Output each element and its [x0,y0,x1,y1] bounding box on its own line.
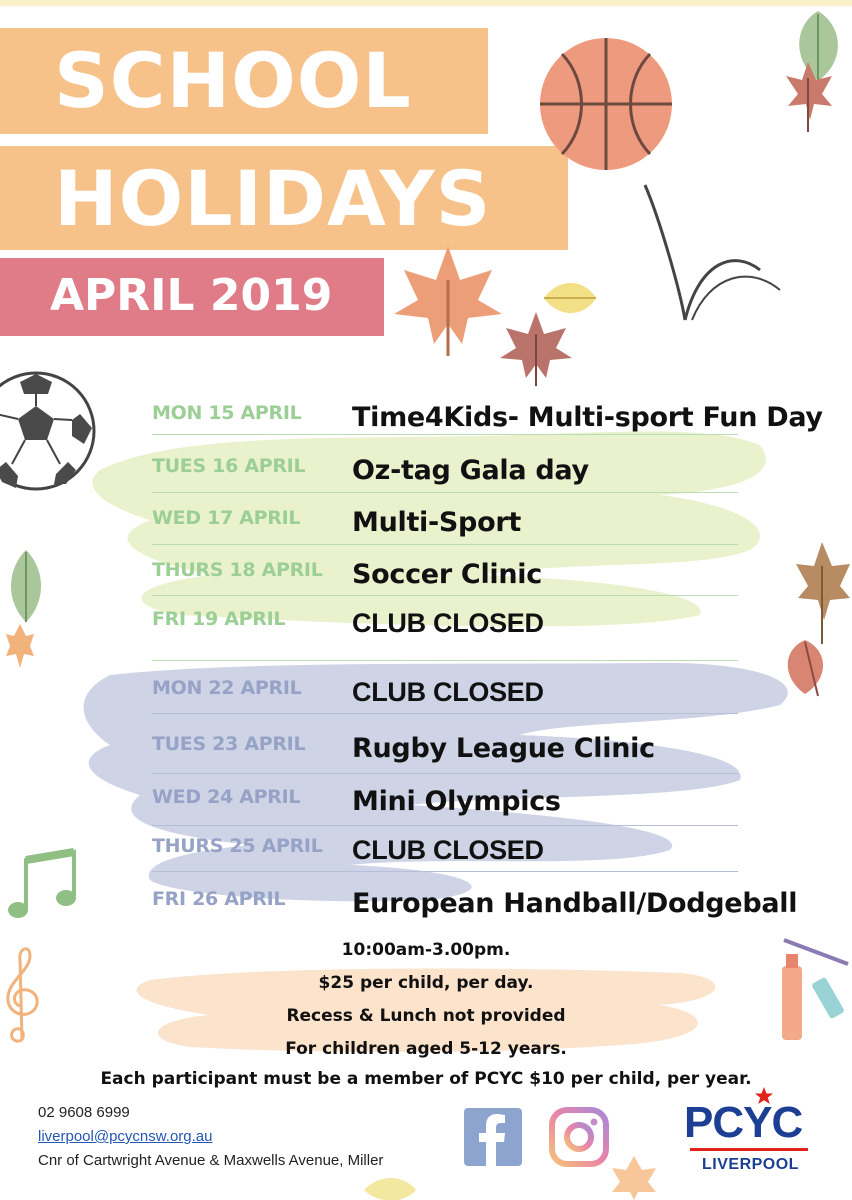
schedule-row [0,501,852,553]
schedule-day: MON 22 APRIL [152,677,302,699]
title-line-school: SCHOOL [54,36,412,125]
leaf-icon [608,1152,660,1200]
facebook-icon[interactable] [464,1108,522,1166]
time-info: 10:00am-3.00pm. [341,940,511,960]
schedule-row [0,829,852,881]
schedule-day: FRI 26 APRIL [152,888,286,910]
schedule-day: FRI 19 APRIL [152,608,286,630]
schedule-day: TUES 16 APRIL [152,455,306,477]
banner-school [0,28,488,134]
schedule-row [0,671,852,723]
maple-leaf-icon [780,58,836,134]
schedule-activity: Soccer Clinic [352,559,542,590]
email-link[interactable]: liverpool@pcycnsw.org.au [38,1128,213,1145]
banner-holidays [0,146,568,250]
schedule-row [0,780,852,832]
maple-leaf-icon [388,240,508,360]
schedule-activity: Rugby League Clinic [352,733,655,764]
schedule-activity: CLUB CLOSED [352,608,544,638]
leaf-icon [360,1170,420,1200]
meals-info: Recess & Lunch not provided [286,1006,566,1026]
row-divider [152,660,738,661]
maple-leaf-icon [496,308,576,388]
row-divider [152,713,738,714]
leaf-icon [540,276,600,320]
schedule-activity: CLUB CLOSED [352,677,544,707]
address: Cnr of Cartwright Avenue & Maxwells Avenue, Miller [38,1152,384,1169]
schedule-day: WED 17 APRIL [152,507,301,529]
schedule-day: TUES 23 APRIL [152,733,306,755]
row-divider [152,871,738,872]
schedule-activity: Oz-tag Gala day [352,455,589,486]
schedule-day: MON 15 APRIL [152,402,302,424]
schedule-day: THURS 18 APRIL [152,559,323,581]
title-line-date: APRIL 2019 [50,270,333,321]
schedule-row [0,727,852,779]
schedule-row [0,602,852,654]
schedule-row [0,396,852,448]
bounce-trail [640,180,800,330]
schedule-row [0,449,852,501]
logo-divider [690,1148,808,1151]
top-border [0,0,852,6]
membership-info: Each participant must be a member of PCYC $10 per child, per year. [100,1069,752,1089]
schedule-activity: Time4Kids- Multi-sport Fun Day [352,402,823,433]
price-info: $25 per child, per day. [318,973,534,993]
row-divider [152,773,738,774]
title-line-holidays: HOLIDAYS [54,154,492,243]
row-divider [152,544,738,545]
row-divider [152,492,738,493]
banner-april [0,258,384,336]
row-divider [152,825,738,826]
row-divider [152,595,738,596]
schedule-row [0,553,852,605]
instagram-icon[interactable] [548,1106,610,1168]
schedule-activity: Multi-Sport [352,507,521,538]
ages-info: For children aged 5-12 years. [285,1039,567,1059]
schedule-activity: CLUB CLOSED [352,835,544,865]
pcyc-wordmark: PCYC [684,1098,803,1147]
schedule-row [0,882,852,934]
schedule-activity: European Handball/Dodgeball [352,888,798,919]
schedule-day: THURS 25 APRIL [152,835,323,857]
schedule-day: WED 24 APRIL [152,786,301,808]
pcyc-location: LIVERPOOL [702,1156,799,1173]
phone-number: 02 9608 6999 [38,1104,130,1121]
schedule-activity: Mini Olympics [352,786,561,817]
basketball-icon [538,36,674,172]
row-divider [152,434,738,435]
